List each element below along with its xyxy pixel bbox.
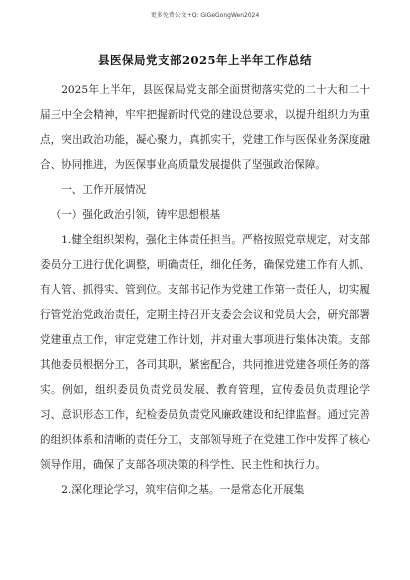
document-title: 县医保局党支部2025年上半年工作总结 bbox=[97, 53, 312, 67]
document-body bbox=[40, 78, 370, 503]
subsection-heading: （一）强化政治引领，铸牢思想根基 bbox=[50, 209, 221, 221]
header-note: 更多免费公文+Q: GiGeGongWen2024 bbox=[150, 12, 260, 19]
paragraph-2: 2.深化理论学习，筑牢信仰之基。一是常态化开展集 bbox=[61, 484, 305, 496]
intro-paragraph: 2025年上半年，县医保局党支部全面贯彻落实党的二十大和二十届三中全会精神，牢牢把握新时代党的建设总要求，以提升组织力为重点，突出政治功能，凝心聚力，真抓实干，党建工作与医保业务深度融合、协同推进，为医保事业高质量发展提供了坚强政治保障。 bbox=[40, 84, 370, 171]
paragraph-1: 1.健全组织架构，强化主体责任担当。严格按照党章规定，对支部委员分工进行优化调整，明确责任，细化任务，确保党建工作有人抓、有人管、抓得实、管到位。支部书记作为党建工作第一责任人，切实履行管党治党政治责任，定期主持召开支委会会议和党员大会，研究部署党建重点工作，审定党建工作计划，并对重大事项进行集体决策。支部其他委员根据分工，各司其职，紧密配合，共同推进党建各项任务的落实。例如，组织委员负责党员发展、教育管理，宣传委员负责理论学习、意识形态工作，纪检委员负责党风廉政建设和纪律监督。通过完善的组织体系和清晰的责任分工，支部领导班子在党建工作中发挥了核心领导作用，确保了支部各项决策的科学性、民主性和执行力。 bbox=[40, 234, 370, 471]
section-heading: 一、工作开展情况 bbox=[61, 184, 146, 196]
